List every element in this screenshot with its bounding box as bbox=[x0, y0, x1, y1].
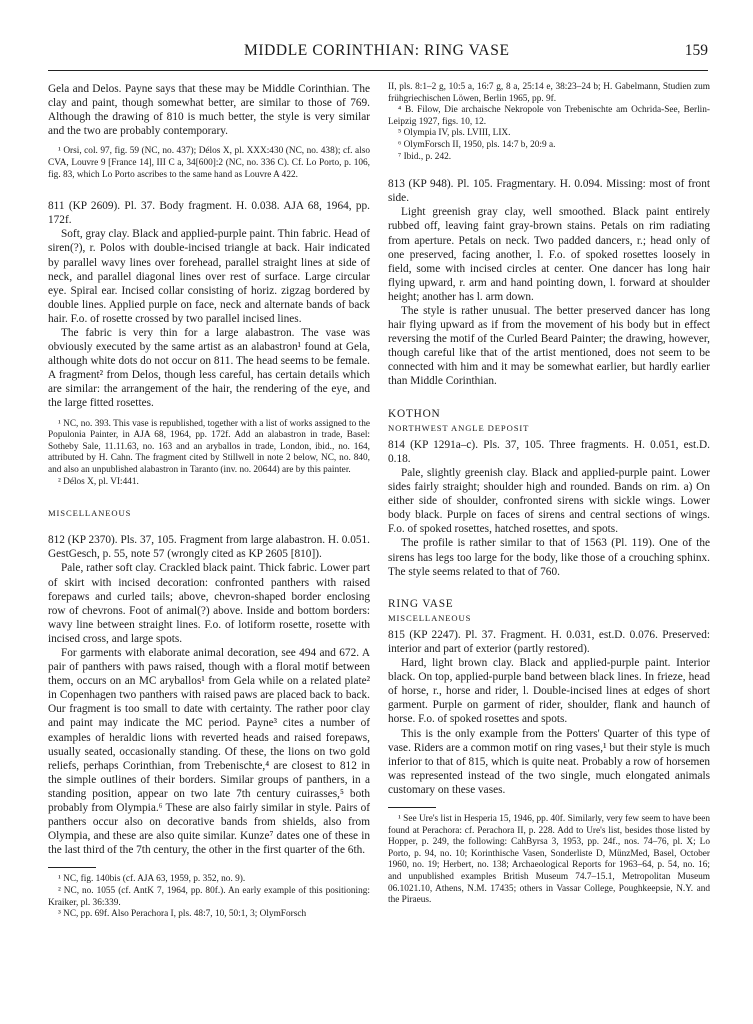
page-header bbox=[48, 42, 708, 68]
footnote: ¹ NC, no. 393. This vase is republished, together with a list of works assigned to the Populonia Painter, in AJA 68, 1964, pp. 172f. Add an alabastron in trade, Basel: Sotheby Sale, 11.11.63, no. 163 and an aryballos in trade, London, ibid., no. 164, attributed by H. Cahn. The fragment cited by Stillwell in note 2 below, NC, no. 840, and also an unpublished alabastron in Taranto (inv. no. 20644) are by this painter. bbox=[48, 418, 370, 475]
footnote-continued: II, pls. 8:1–2 g, 10:5 a, 16:7 g, 8 a, 25:14 e, 38:23–24 b; H. Gabelmann, Studien zum frühgriechischen Löwen, Berlin 1965, pp. 9f. bbox=[388, 82, 710, 104]
entry-description-813: Light greenish gray clay, well smoothed. Black paint entirely rubbed off, leaving faint gray-brown stains. Petals on rim radiating from aperture. Petals on neck. Two padded dancers, r.; head only of one preserved, facing another, l. F.o. of spoked rosettes loosely in field, some with incised circles at center. One dancer has long hair flying upward, r. arm and hand pointing down, l. forward at shoulder height; another has l. arm down. bbox=[388, 206, 710, 303]
section-heading-kothon: KOTHON bbox=[388, 407, 441, 420]
entry-heading-815: 815 (KP 2247). Pl. 37. Fragment. H. 0.031, est.D. 0.076. Preserved: interior and part of exterior (partly restored). bbox=[388, 628, 710, 655]
footnote: ² Délos X, pl. VI:441. bbox=[58, 476, 139, 487]
footnote: ³ NC, pp. 69f. Also Perachora I, pls. 48:7, 10, 50:1, 3; OlymForsch bbox=[58, 909, 307, 920]
footnote: ⁴ B. Filow, Die archaische Nekropole von Trebenischte am Ochrida-See, Berlin-Leipzig 1927, figs. 10, 12. bbox=[388, 105, 710, 127]
entry-discussion-815: This is the only example from the Potters' Quarter of this type of vase. Riders are a common motif on ring vases,¹ but their style is much inferior to that of 815, which is quite neat. Probably a row of horsemen was represented instead of the two single, much elongated animals customary on these vases. bbox=[388, 727, 710, 796]
entry-description-811: Soft, gray clay. Black and applied-purple paint. Thin fabric. Head of siren(?), r. Polos with double-incised triangle at back. Hair indicated by parallel wavy lines over forehead, parallel straight lines at side of neck, and parallel diagonal lines over rest of surface. Large circular eye. Spiral ear. Incised collar consisting of horiz. zigzag bordered by double lines. Applied purple on face, neck and alternate bands of back hair. F.o. of rosette crossed by two parallel incised lines. bbox=[48, 228, 370, 325]
page-number: 159 bbox=[684, 42, 708, 59]
entry-heading-814: 814 (KP 1291a–c). Pls. 37, 105. Three fragments. H. 0.051, est.D. 0.18. bbox=[388, 438, 710, 465]
footnote-rule bbox=[388, 807, 436, 808]
intro-paragraph: Gela and Delos. Payne says that these may be Middle Corinthian. The clay and paint, though somewhat better, are similar to those of 769. Although the drawing of 810 is much better, the style is very similar and the two are probably contemporary. bbox=[48, 83, 370, 138]
running-title: MIDDLE CORINTHIAN: RING VASE bbox=[244, 42, 510, 59]
right-column bbox=[388, 82, 710, 907]
entry-discussion-813: The style is rather unusual. The better preserved dancer has long hair flying upward as if from the movement of his body but in effect reversing the motif of the Curled Beard Painter; the drawing, however, though careful like that of the artist mentioned, does not seem to be connected with him and it may be somewhat earlier, but hardly earlier than Middle Corinthian. bbox=[388, 305, 710, 388]
header-rule bbox=[48, 70, 708, 71]
entry-discussion-811: The fabric is very thin for a large alabastron. The vase was obviously executed by the same artist as an alabastron¹ found at Gela, although white dots do not occur on 811. The head seems to be female. A fragment² from Delos, though less careful, has certain details which are similar: the arrangement of the hair, the rendering of the eye, and the large fitted rosettes. bbox=[48, 327, 370, 410]
entry-discussion-812: For garments with elaborate animal decoration, see 494 and 672. A pair of panthers with paws raised, though with a floral motif between them, occurs on an MC aryballos¹ from Gela while on a related plate² in Copenhagen two panthers with raised paws are placed back to back. Our fragment is too small to date with certainty. The rather poor clay and paint may indicate the MC period. Payne³ cites a number of examples of heraldic lions with reverted heads and raised forepaws, usually seated, occasionally standing. Of these, the lions on two gold reliefs, perhaps Corinthian, from Trebenischte,⁴ are closest to 812 in the simple outlines of their borders. Similar groups of panthers, in a standing position, appear on two late 7th century cuirasses,⁵ both probably from Olympia.⁶ These are also fairly similar in style. Pairs of panthers occur also on decorative bands from shields, also from Olympia, and these are also quite similar. Kunze⁷ dates one of these in the last third of the 7th century, the other in the first quarter of the 6th. bbox=[48, 646, 370, 857]
entry-discussion-814: The profile is rather similar to that of 1563 (Pl. 119). One of the sirens has legs too large for the body, like those of a crouching sphinx. The style seems related to that of 760. bbox=[388, 537, 710, 578]
entry-heading-812: 812 (KP 2370). Pls. 37, 105. Fragment from large alabastron. H. 0.051. GestGesch, p. 55, note 57 (wrongly cited as KP 2605 [810]). bbox=[48, 534, 370, 561]
section-subheading-miscellaneous: MISCELLANEOUS bbox=[48, 508, 132, 519]
footnote: ¹ See Ure's list in Hesperia 15, 1946, pp. 40f. Similarly, very few seem to have been found at Perachora: cf. Perachora II, p. 228. Add to Ure's list, besides those listed by Hopper, p. 249, the following: CahByrsa 3, 1953, pp. 24f., nos. 74–76, pl. X; Lo Porto, p. 94, no. 10; Korinthische Vasen, Sonderliste D, MünzMed, Basel, October 1960, no. 19; Herbert, no. 138; Archaeological Reports for 1963–64, p. 54, no. 16; and unpublished examples British Museum 74.7–15.1, Metropolitan Museum 06.1021.10, Athens, N.M. 17435; others in Vassar College, Poughkeepsie, N.Y. and the Piraeus. bbox=[388, 814, 710, 906]
footnote: ¹ NC, fig. 140bis (cf. AJA 63, 1959, p. 352, no. 9). bbox=[58, 874, 246, 885]
footnote: ⁵ Olympia IV, pls. LVIII, LIX. bbox=[398, 128, 511, 139]
entry-heading-813: 813 (KP 948). Pl. 105. Fragmentary. H. 0.094. Missing: most of front side. bbox=[388, 178, 710, 205]
section-subheading-miscellaneous: MISCELLANEOUS bbox=[388, 612, 472, 623]
footnote: ⁷ Ibid., p. 242. bbox=[398, 151, 452, 162]
entry-description-812: Pale, rather soft clay. Crackled black paint. Thick fabric. Lower part of skirt with incised decoration: confronted panthers with raised forepaws and curled tails; above, chevron-shaped border enclosing row of chevrons. Foot of animal(?) above. Inside and bottom borders: wavy line between straight lines. F.o. of lotiform rosette, rosette with incised cross, and large spots. bbox=[48, 562, 370, 645]
section-subheading-deposit: NORTHWEST ANGLE DEPOSIT bbox=[388, 422, 530, 433]
entry-description-814: Pale, slightly greenish clay. Black and applied-purple paint. Lower sides fairly straight; shoulder high and rounded. Bands on rim. a) On either side of shoulder, confronted sirens with sickle wings. Lower body black. Purple on faces of sirens and central sections of wings. F.o. of spoked rosettes, hatched rosettes, and spots. bbox=[388, 466, 710, 536]
left-column bbox=[48, 82, 370, 921]
footnote: ⁶ OlymForsch II, 1950, pls. 14:7 b, 20:9 a. bbox=[398, 139, 556, 150]
entry-heading-811: 811 (KP 2609). Pl. 37. Body fragment. H. 0.038. AJA 68, 1964, pp. 172f. bbox=[48, 200, 370, 227]
footnote: ¹ Orsi, col. 97, fig. 59 (NC, no. 437); Délos X, pl. XXX:430 (NC, no. 438); cf. also CVA, Louvre 9 [France 14], III C a, 34[600]:2 (NC, no. 336 C). Cf. Lo Porto, p. 106, fig. 83, which Lo Porto ascribes to the same hand as Louvre A 422. bbox=[48, 146, 370, 180]
section-heading-ring-vase: RING VASE bbox=[388, 597, 454, 610]
entry-description-815: Hard, light brown clay. Black and applied-purple paint. Interior black. On top, applied-purple band between black lines. In frieze, head of horse, r., horse and rider, l. Double-incised lines at edges of short garment. Purple on garment of rider, shoulder, flank and haunch of horse. F.o. of spoked rosettes and spots. bbox=[388, 657, 710, 726]
footnote: ² NC, no. 1055 (cf. AntK 7, 1964, pp. 80f.). An early example of this positioning: Kraiker, pl. 36:339. bbox=[48, 885, 370, 908]
footnote-rule bbox=[48, 867, 96, 868]
